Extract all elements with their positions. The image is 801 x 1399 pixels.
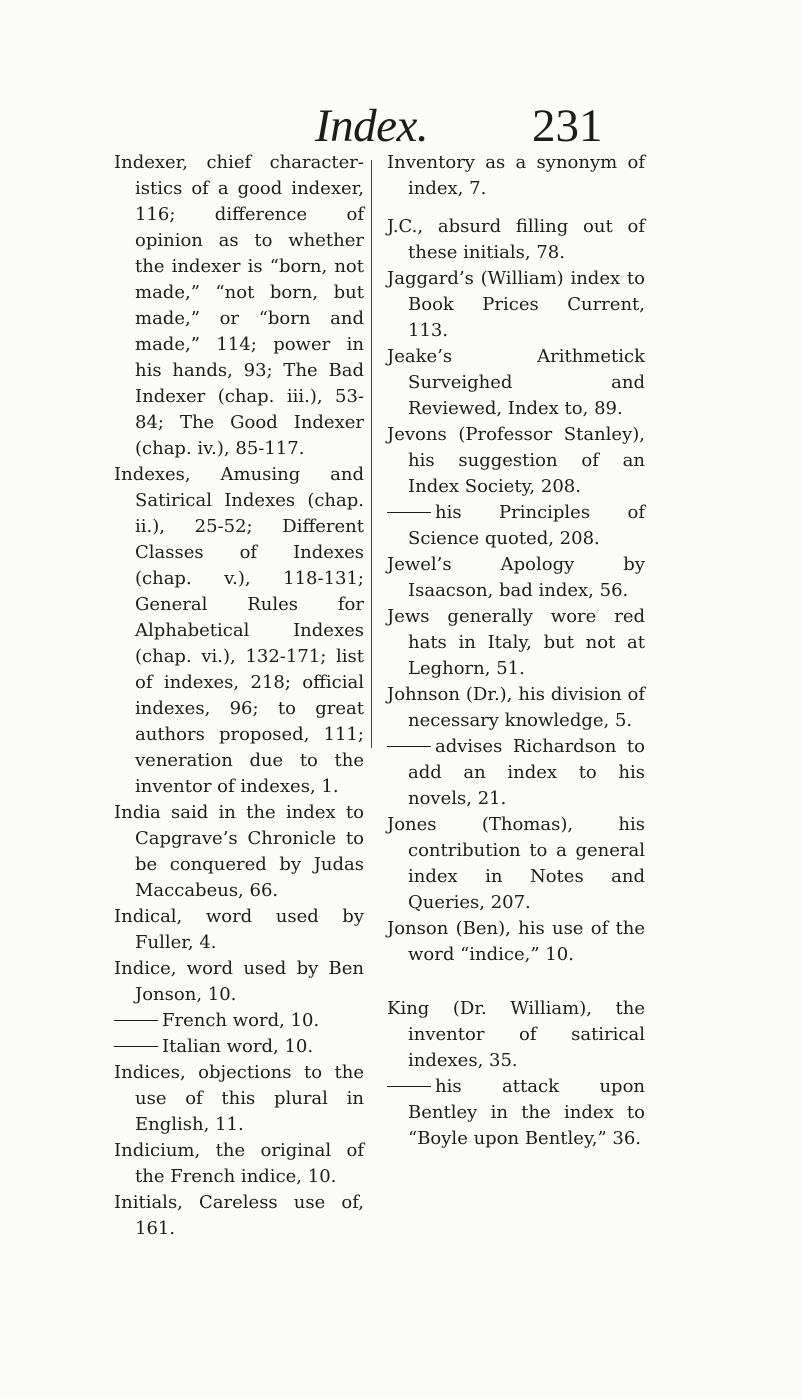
index-subentry xyxy=(387,734,645,812)
index-entry: Inventory as a synonym of index, 7. xyxy=(387,152,645,199)
subentry-text: his attack upon Bentley in the index to “Boyle upon Bentley,” 36. xyxy=(408,1076,645,1149)
index-entry: Jewel’s Apology by Isaacson, bad index, 56. xyxy=(387,554,645,601)
subentry-text: advises Richardson to add an index to his novels, 21. xyxy=(408,736,645,809)
index-subentry xyxy=(387,500,645,552)
index-entry: Indexes, Amusing and Satirical Indexes (chap. ii.), 25-52; Different Classes of Indexes (chap. v.), 118-131; General Rules for Alphabetical Indexes (chap. vi.), 132-171; list of indexes, 218; official indexes, 96; to great authors proposed, 111; veneration due to the inventor of indexes, 1. xyxy=(114,464,364,797)
index-entry: Indexer, chief character- istics of a good indexer, 116; difference of opinion as to whether the indexer is “born, not made,” “not born, but made,” or “born and made,” 114; power in his hands, 93; The Bad Indexer (chap. iii.), 53-84; The Good Indexer (chap. iv.), 85-117. xyxy=(114,152,364,459)
subentry-text: French word, 10. xyxy=(162,1010,320,1031)
index-column-right xyxy=(387,150,645,1152)
index-entry: Jaggard’s (William) index to Book Prices Current, 113. xyxy=(387,268,645,341)
index-entry: Jews generally wore red hats in Italy, but not at Leghorn, 51. xyxy=(387,606,645,679)
index-subentry xyxy=(114,1034,364,1060)
ditto-dash xyxy=(387,512,431,513)
index-entry: Indices, objections to the use of this plural in English, 11. xyxy=(114,1062,364,1135)
index-entry: Jeake’s Arithmetick Surveighed and Reviewed, Index to, 89. xyxy=(387,346,645,419)
index-entry: India said in the index to Capgrave’s Chronicle to be conquered by Judas Maccabeus, 66. xyxy=(114,802,364,901)
index-entry: King (Dr. William), the inventor of satirical indexes, 35. xyxy=(387,998,645,1071)
index-subentry xyxy=(387,1074,645,1152)
index-entry: Indical, word used by Fuller, 4. xyxy=(114,906,364,953)
column-divider xyxy=(371,160,372,748)
index-subentry xyxy=(114,1008,364,1034)
index-entry: Indicium, the original of the French indice, 10. xyxy=(114,1140,364,1187)
index-entry: Indice, word used by Ben Jonson, 10. xyxy=(114,958,364,1005)
ditto-dash xyxy=(114,1020,158,1021)
subentry-text: his Principles of Science quoted, 208. xyxy=(408,502,645,549)
ditto-dash xyxy=(114,1046,158,1047)
index-entry: Jones (Thomas), his contribution to a general index in Notes and Queries, 207. xyxy=(387,814,645,913)
ditto-dash xyxy=(387,1086,431,1087)
index-entry: Johnson (Dr.), his division of necessary knowledge, 5. xyxy=(387,684,645,731)
index-column-left xyxy=(114,150,364,1242)
ditto-dash xyxy=(387,746,431,747)
index-entry: Jevons (Professor Stanley), his suggestion of an Index Society, 208. xyxy=(387,424,645,497)
index-entry: Jonson (Ben), his use of the word “indice,” 10. xyxy=(387,918,645,965)
subentry-text: Italian word, 10. xyxy=(162,1036,314,1057)
index-entry: J.C., absurd filling out of these initials, 78. xyxy=(387,216,645,263)
page-number: 231 xyxy=(532,100,603,152)
running-title: Index. xyxy=(315,100,429,152)
index-entry: Initials, Careless use of, 161. xyxy=(114,1192,364,1239)
